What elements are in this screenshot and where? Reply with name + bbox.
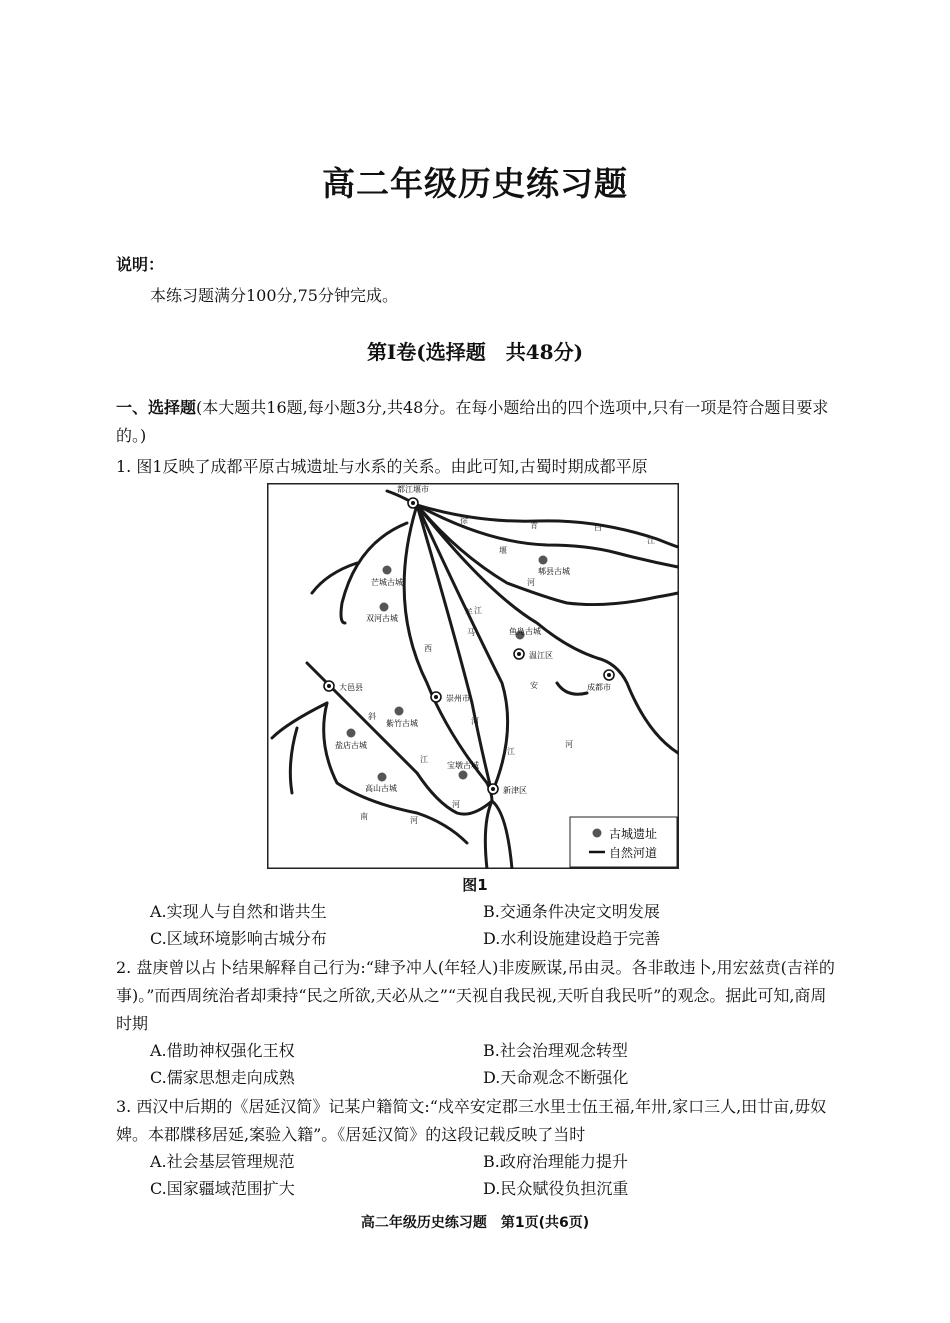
legend-river-label: 自然河道: [609, 846, 658, 860]
site-marker: [380, 603, 389, 612]
question-2-stem: 2. 盘庚曾以占卜结果解释自己行为:“肆予冲人(年轻人)非废厥谋,吊由灵。各非敢违卜,用宏兹贲(吉祥的事)。”而西周统治者却秉持“民之所欲,天必从之”“天视自我民视,天听自我民听”的观念。据此可知,商周时期: [116, 958, 835, 1033]
site-marker: [395, 707, 404, 716]
site-label: 宝墩古城: [447, 761, 479, 770]
note-text: 本练习题满分100分,75分钟完成。: [150, 286, 398, 305]
river-char: 河: [527, 578, 535, 587]
instructions-text: (本大题共16题,每小题3分,共48分。在每小题给出的四个选项中,只有一项是符合题目要求的。): [116, 398, 829, 445]
q2-option-a: A.借助神权强化王权: [150, 1041, 295, 1060]
figure-caption: 图1: [462, 876, 488, 894]
map-svg: [267, 483, 679, 869]
question-3-stem: 3. 西汉中后期的《居延汉简》记某户籍简文:“戍卒安定郡三水里士伍王福,年卅,家口三人,田廿亩,毋奴婢。本郡牒移居延,案验入籍”。《居延汉简》的这段记载反映了当时: [116, 1097, 827, 1144]
q2-option-c: C.儒家思想走向成熟: [150, 1068, 295, 1087]
map-legend: [570, 817, 677, 867]
river-char: 斜: [368, 712, 376, 721]
river-char: 河: [452, 800, 460, 809]
city-label: 新津区: [503, 786, 527, 795]
page-footer: 高二年级历史练习题 第1页(共6页): [360, 1215, 590, 1231]
river-char: 江: [507, 747, 515, 756]
river-char: 安: [530, 681, 538, 690]
legend-site-label: 古城遗址: [609, 827, 658, 841]
river-char: 青: [530, 521, 538, 530]
city-label: 成都市: [587, 683, 611, 692]
river-char: 河: [471, 717, 479, 726]
question-1-stem: 1. 图1反映了成都平原古城遗址与水系的关系。由此可知,古蜀时期成都平原: [116, 457, 648, 476]
instructions-label: 一、选择题: [116, 398, 197, 417]
river-char: 江: [420, 755, 428, 764]
figure-1-map: [267, 483, 679, 869]
river-char: 徐: [460, 516, 468, 525]
river-char: 马: [467, 628, 475, 637]
river-char: 江: [474, 606, 482, 615]
q3-option-c: C.国家疆域范围扩大: [150, 1179, 295, 1198]
site-marker: [459, 771, 468, 780]
site-label: 盐店古城: [335, 741, 367, 750]
q3-option-a: A.社会基层管理规范: [150, 1152, 295, 1171]
city-label: 崇州市: [446, 694, 470, 703]
site-label: 高山古城: [365, 784, 397, 793]
instructions: [116, 394, 836, 450]
river-char: 堰: [499, 546, 507, 555]
legend-site-icon: [593, 829, 602, 838]
city-label: 都江堰市: [397, 485, 429, 494]
page-title: 高二年级历史练习题: [322, 164, 628, 203]
q3-option-b: B.政府治理能力提升: [483, 1152, 628, 1171]
site-marker: [539, 556, 548, 565]
site-label: 双河古城: [366, 614, 398, 623]
site-label: 芒城古城: [371, 578, 403, 587]
river-char: 白: [594, 523, 602, 532]
site-label: 鱼凫古城: [509, 627, 541, 636]
river-char: 羊: [465, 608, 473, 617]
site-label: 紫竹古城: [386, 719, 418, 728]
river-char: 河: [410, 816, 418, 825]
site-marker: [347, 729, 356, 738]
q2-option-d: D.天命观念不断强化: [483, 1068, 629, 1087]
city-label: 温江区: [529, 651, 553, 660]
q3-option-d: D.民众赋役负担沉重: [483, 1179, 629, 1198]
q1-option-b: B.交通条件决定文明发展: [483, 902, 660, 921]
city-label: 大邑县: [339, 683, 363, 692]
river-char: 河: [565, 740, 573, 749]
site-label: 郫县古城: [538, 567, 570, 576]
q2-option-b: B.社会治理观念转型: [483, 1041, 628, 1060]
site-marker: [378, 773, 387, 782]
q1-option-a: A.实现人与自然和谐共生: [150, 902, 327, 921]
q1-option-c: C.区域环境影响古城分布: [150, 929, 327, 948]
river-char: 江: [647, 536, 655, 545]
river-char: 南: [360, 812, 368, 821]
river-char: 西: [424, 644, 432, 653]
site-marker: [383, 566, 392, 575]
map-frame: [268, 484, 679, 869]
q1-option-d: D.水利设施建设趋于完善: [483, 929, 661, 948]
note-label: 说明：: [116, 255, 165, 274]
section-title: 第Ⅰ卷(选择题 共48分): [366, 340, 584, 364]
